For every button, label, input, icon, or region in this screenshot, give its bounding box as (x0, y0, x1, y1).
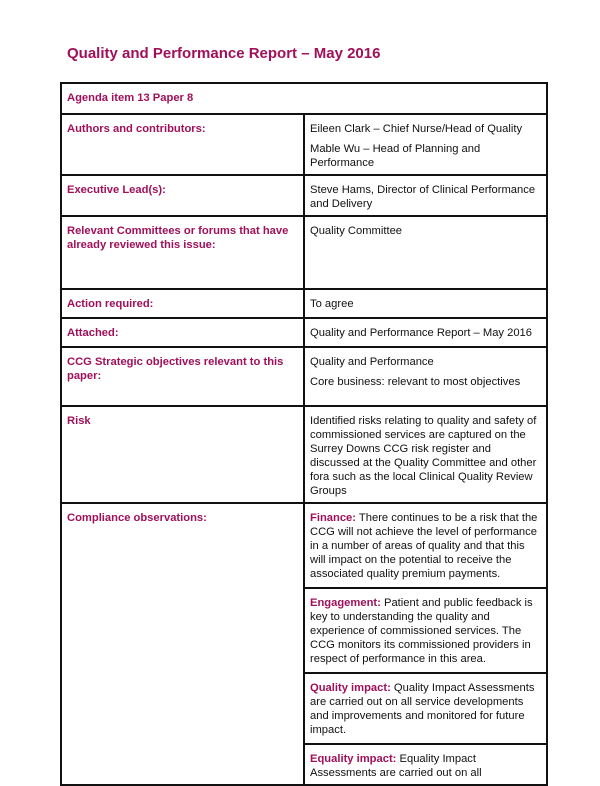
compliance-label: Compliance observations: (61, 503, 304, 785)
action-label: Action required: (61, 289, 304, 318)
equality-impact-observation (305, 745, 546, 784)
engagement-observation (305, 589, 546, 674)
finance-heading: Finance: (310, 512, 357, 524)
authors-value (304, 114, 547, 175)
engagement-text: Patient and public feedback is key to understanding the quality and experience of commissioned services. The CCG monitors its commissioned providers in respect of performance in this area. (310, 597, 533, 665)
equality-impact-text: Equality Impact Assessments are carried out on all (310, 753, 482, 779)
exec-lead-value: Steve Hams, Director of Clinical Performance and Delivery (304, 175, 547, 216)
author-2: Mable Wu – Head of Planning and Performance (310, 143, 481, 169)
agenda-item: Agenda item 13 Paper 8 (61, 83, 547, 114)
ccg-objective-2: Core business: relevant to most objectives (310, 376, 521, 388)
equality-impact-heading: Equality impact: (310, 753, 397, 765)
author-1: Eileen Clark – Chief Nurse/Head of Quality (310, 123, 523, 135)
committees-label: Relevant Committees or forums that have already reviewed this issue: (61, 216, 304, 289)
attached-row (61, 318, 547, 347)
risk-label: Risk (61, 406, 304, 503)
ccg-objectives-label: CCG Strategic objectives relevant to this paper: (61, 347, 304, 406)
compliance-row (61, 503, 547, 785)
exec-lead-row (61, 175, 547, 216)
authors-label: Authors and contributors: (61, 114, 304, 175)
compliance-observations (304, 503, 547, 785)
engagement-heading: Engagement: (310, 597, 381, 609)
committees-row (61, 216, 547, 289)
quality-impact-text: Quality Impact Assessments are carried out on all service developments and improvements and monitored for future impact. (310, 682, 535, 736)
quality-impact-observation (305, 674, 546, 745)
quality-impact-heading: Quality impact: (310, 682, 391, 694)
action-row (61, 289, 547, 318)
agenda-row (61, 83, 547, 114)
risk-value: Identified risks relating to quality and safety of commissioned services are captured on the Surrey Downs CCG risk register and discussed at the Quality Committee and other fora such as the local Clinical Quality Review Groups (304, 406, 547, 503)
finance-observation (305, 504, 546, 589)
ccg-objectives-value (304, 347, 547, 406)
committees-value: Quality Committee (304, 216, 547, 289)
risk-row (61, 406, 547, 503)
attached-value: Quality and Performance Report – May 2016 (304, 318, 547, 347)
ccg-objective-1: Quality and Performance (310, 356, 434, 368)
action-value: To agree (304, 289, 547, 318)
authors-row (61, 114, 547, 175)
report-title: Quality and Performance Report – May 2016 (67, 45, 381, 62)
finance-text: There continues to be a risk that the CCG will not achieve the level of performance in a number of areas of quality and that this will impact on the potential to receive the associated quality premium payments. (310, 512, 538, 580)
attached-label: Attached: (61, 318, 304, 347)
report-cover-table (60, 82, 548, 786)
ccg-objectives-row (61, 347, 547, 406)
exec-lead-label: Executive Lead(s): (61, 175, 304, 216)
